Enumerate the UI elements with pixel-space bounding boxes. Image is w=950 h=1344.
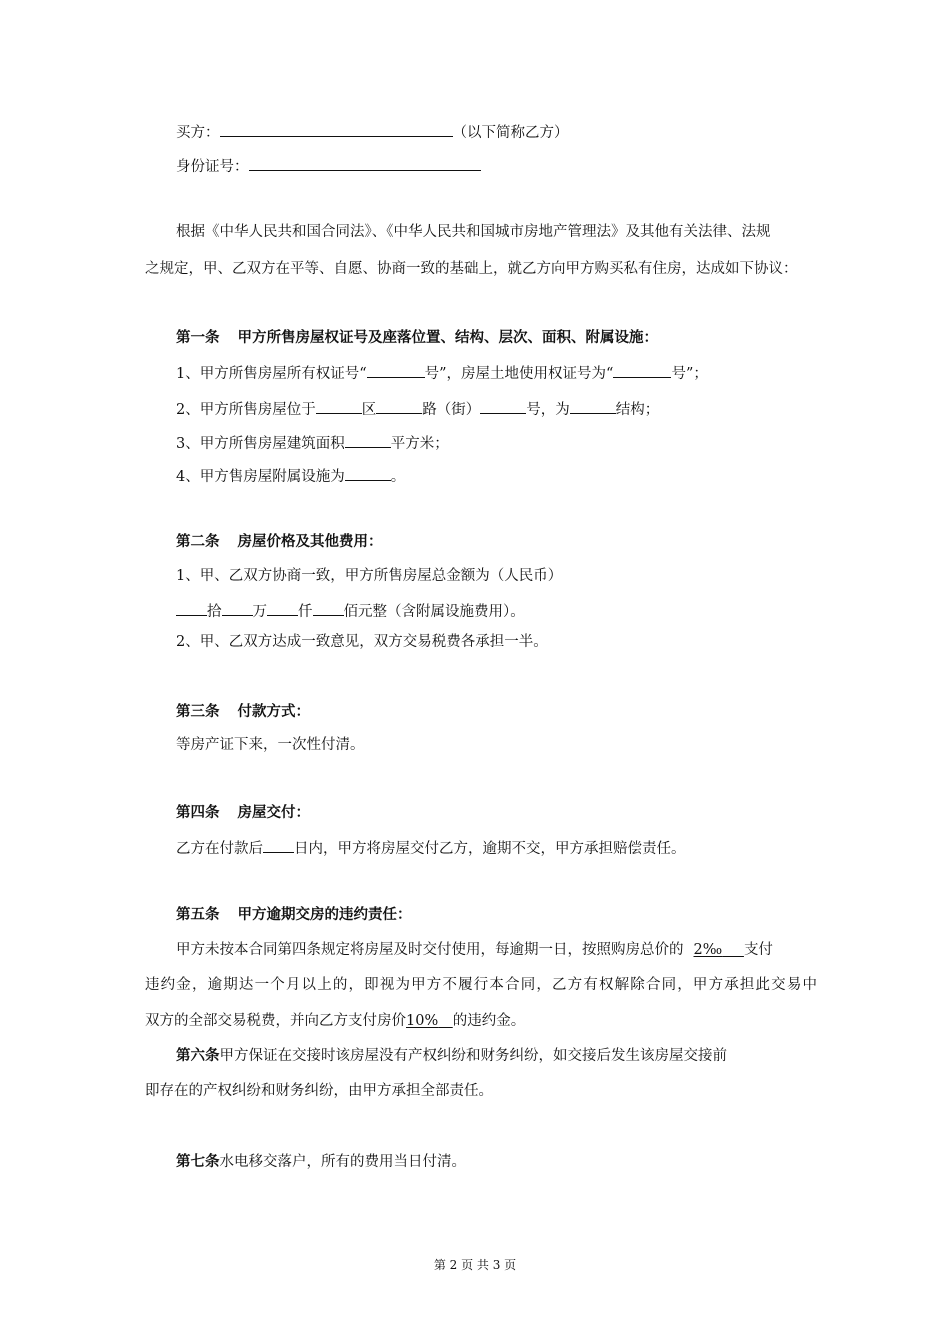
art1-item-4-text-b: 。 [390,469,406,485]
art1-item-2-text-e: 结构； [615,402,660,418]
art1-item-2-text-a: 2、甲方所售房屋位于 [176,402,316,418]
land-cert-blank[interactable] [613,361,671,378]
art5-line-3 [145,1011,525,1031]
area-blank[interactable] [345,431,391,448]
art3-title: 付款方式： [237,703,310,720]
art1-item-1-text-b: 号”，房屋土地使用权证号为“ [424,366,614,382]
page-footer: 第 2 页 共 3 页 [433,1258,517,1272]
amount-wan-label: 万 [252,604,267,620]
art1-item-2-text-d: 号，为 [526,402,570,418]
art6-number: 第六条 [176,1047,220,1064]
art1-heading [176,328,658,348]
art2-title: 房屋价格及其他费用： [237,533,383,550]
art7-body: 水电移交落户，所有的费用当日付清。 [219,1154,466,1170]
art5-number: 第五条 [176,906,220,923]
art7-line [176,1152,466,1172]
art6-line-1 [176,1046,727,1066]
art1-item-1-text-a: 1、甲方所售房屋所有权证号“ [176,366,367,382]
art4-heading [176,803,310,823]
art1-number: 第一条 [176,329,220,346]
art1-item-3 [176,431,449,454]
art4-number: 第四条 [176,804,220,821]
art3-heading [176,702,310,722]
amount-shi-blank[interactable] [176,599,207,616]
art2-item-2: 2、甲、乙双方达成一致意见，双方交易税费各承担一半。 [176,634,548,650]
art1-item-2-text-c: 路（街） [422,402,481,418]
art4-body-text-b: 日内，甲方将房屋交付乙方，逾期不交，甲方承担赔偿责任。 [294,841,686,857]
art3-body: 等房产证下来，一次性付清。 [176,737,365,753]
buyer-label: 买方： [176,125,220,141]
art1-item-4 [176,464,405,487]
amount-qian-blank[interactable] [267,599,298,616]
amount-shi-label: 拾 [207,604,222,620]
art4-body [176,836,686,859]
penalty-rate-value: 10% [406,1013,439,1029]
art4-body-text-a: 乙方在付款后 [176,841,263,857]
art6-line-2: 即存在的产权纠纷和财务纠纷，由甲方承担全部责任。 [145,1083,493,1099]
daily-rate-value: 2‰ [693,942,723,958]
delivery-days-blank[interactable] [263,836,294,853]
buyer-name-blank[interactable] [220,120,453,137]
buyer-id-line [176,154,481,177]
art2-heading [176,532,383,552]
art5-line-1 [176,940,773,960]
art1-item-4-text-a: 4、甲方售房屋附属设施为 [176,469,345,485]
art1-item-1-text-c: 号”； [671,366,708,382]
amount-wan-blank[interactable] [222,599,253,616]
art5-title: 甲方逾期交房的违约责任： [237,906,412,923]
art1-item-1 [176,361,708,384]
art2-number: 第二条 [176,533,220,550]
art3-number: 第三条 [176,703,220,720]
art6-line-1-text: 甲方保证在交接时该房屋没有产权纠纷和财务纠纷，如交接后发生该房屋交接前 [219,1048,727,1064]
amount-qian-label: 仟 [298,604,313,620]
art1-item-3-text-a: 3、甲方所售房屋建筑面积 [176,436,345,452]
art1-item-2 [176,397,659,420]
buyer-line [176,120,569,143]
art5-line-3-text-a: 双方的全部交易税费，并向乙方支付房价 [145,1013,406,1029]
facilities-blank[interactable] [345,464,391,481]
buyer-suffix: （以下简称乙方） [452,125,569,141]
ownership-cert-blank[interactable] [367,361,425,378]
district-blank[interactable] [316,397,362,414]
buyer-id-label: 身份证号： [176,159,249,175]
structure-blank[interactable] [570,397,616,414]
art7-number: 第七条 [176,1153,220,1170]
buyer-id-blank[interactable] [249,154,481,171]
art5-line-3-text-b: 的违约金。 [452,1013,526,1029]
amount-bai-blank[interactable] [313,599,344,616]
preamble-line-1: 根据《中华人民共和国合同法》、《中华人民共和国城市房地产管理法》及其他有关法律、法规 [176,224,771,240]
amount-bai-label: 佰元整（含附属设施费用）。 [343,604,525,620]
art5-line-2: 违约金，逾期达一个月以上的，即视为甲方不履行本合同，乙方有权解除合同，甲方承担此交易中 [145,977,817,993]
art1-item-3-text-b: 平方米； [390,436,449,452]
art2-item-1: 1、甲、乙双方协商一致，甲方所售房屋总金额为（人民币） [176,568,563,584]
preamble-line-2: 之规定，甲、乙双方在平等、自愿、协商一致的基础上，就乙方向甲方购买私有住房，达成如下协议： [145,261,798,277]
art5-heading [176,905,412,925]
art5-line-1-text-a: 甲方未按本合同第四条规定将房屋及时交付使用，每逾期一日，按照购房总价的 [176,942,684,958]
art4-title: 房屋交付： [237,804,310,821]
house-number-blank[interactable] [480,397,526,414]
art1-title: 甲方所售房屋权证号及座落位置、结构、层次、面积、附属设施： [237,329,658,346]
art5-line-1-text-b: 支付 [743,942,773,958]
art2-amount-line [176,599,525,622]
road-blank[interactable] [376,397,422,414]
art1-item-2-text-b: 区 [361,402,377,418]
